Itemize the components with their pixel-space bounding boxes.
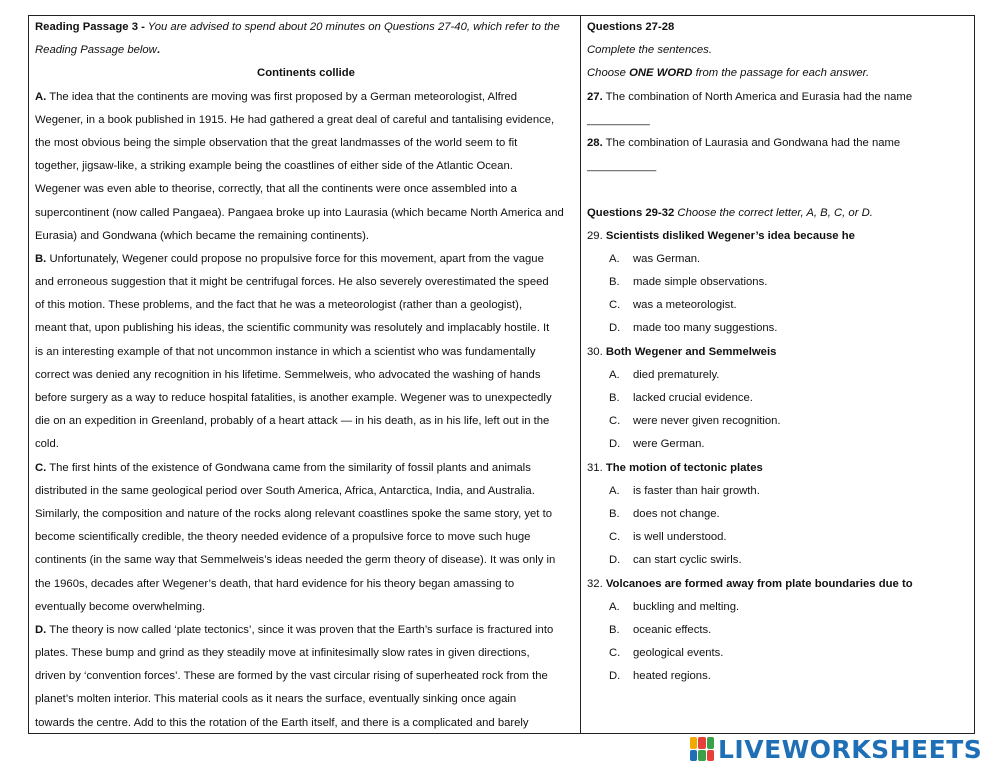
logo-tile [698, 737, 705, 749]
option-letter: D. [609, 670, 621, 683]
answer-option[interactable] [587, 364, 967, 387]
logo-tile [707, 737, 714, 749]
multiple-choice-questions [587, 225, 967, 689]
paragraph-line: die on an expedition in Greenland, probably of a heart attack — in his death, as in his life, left out in the [35, 415, 550, 428]
option-letter: B. [609, 507, 620, 520]
instruction-complete: Complete the sentences. [587, 44, 712, 57]
reading-passage-column [35, 16, 577, 735]
option-text: oceanic effects. [633, 623, 712, 636]
liveworksheets-logo [690, 734, 990, 764]
paragraph-line: planet’s molten interior. This material cools as it nears the surface, eventually sinking once again [35, 693, 517, 706]
paragraph-line: meant that, upon publishing his ideas, the scientific community was resolutely and implacably hostile. It [35, 322, 550, 335]
option-text: can start cyclic swirls. [633, 554, 742, 567]
answer-option[interactable] [587, 642, 967, 665]
paragraph-line: Wegener was even able to theorise, correctly, that all the continents were once assembled into a [35, 183, 517, 196]
option-letter: C. [609, 415, 621, 428]
paragraph-line: Similarly, the composition and nature of the rocks along relevant coastlines spoke the same story, yet to [35, 507, 552, 520]
answer-option[interactable] [587, 596, 967, 619]
paragraph-line: of this motion. These problems, and the fact that he was a meteorologist (rather than a geologist), [35, 299, 523, 312]
paragraph-line: before surgery as a way to reduce hospital fatalities, is another example. Wegener was to unexpectedly [35, 392, 552, 404]
option-text: is faster than hair growth. [633, 484, 760, 497]
option-letter: A. [609, 484, 620, 497]
answer-option[interactable] [587, 410, 967, 433]
paragraph-line: driven by ‘convention forces’. These are formed by the vast circular rising of superheated rock from the [35, 670, 548, 683]
option-letter: B. [609, 623, 620, 636]
paragraph-line: B. Unfortunately, Wegener could propose no propulsive force for this movement, apart from the vague [35, 252, 544, 265]
paragraph-letter: C. [35, 461, 47, 474]
paragraph-line: plates. These bump and grind as they steadily move at infinitesimally slow rates in given directions, [35, 647, 530, 660]
paragraph-line: is an interesting example of that not uncommon instance in which a scientist who was fundamentally [35, 345, 536, 358]
paragraph-line: C. The first hints of the existence of Gondwana came from the similarity of fossil plants and animals [35, 461, 531, 474]
option-letter: B. [609, 392, 620, 404]
option-text: died prematurely. [633, 368, 720, 381]
option-letter: A. [609, 368, 620, 381]
question-28: 28. The combination of Laurasia and Gondwana had the name [587, 136, 901, 149]
answer-option[interactable] [587, 526, 967, 549]
answer-blank-28[interactable]: ___________ [587, 160, 657, 173]
option-text: made too many suggestions. [633, 322, 778, 335]
questions-column: Questions 27-28 Complete the sentences. Choose ONE WORD from the passage for each answer. 27. The combination of North America and Eurasia had the name __________ 28. The combination of Laurasia and Gondwana had the name ___________ Questions 29-32 Choose the correct letter, A, B, C, or D. 29. Scientists disliked Wegener’s idea because he A. was German. B. made simple observations. C. was a meteorologist. D. made too many suggestions. 30. Both Wegener and Semmelweis A. died prematurely. B. lacked crucial evidence. C. were never given recognition. D. were German. 31. The motion of tectonic plates A. is faster than hair growth. B. does not change. C. is well understood. D. can start cyclic swirls. 32. Volcanoes are formed away from plate boundaries due to A. buckling and melting. B. oceanic effects. C. geological events. D. heated regions. [587, 16, 967, 688]
answer-option[interactable] [587, 387, 967, 410]
paragraph-line: together, jigsaw-like, a striking example being the coastlines of either side of the Atlantic Ocean. [35, 160, 513, 173]
logo-tiles-icon [690, 737, 714, 761]
column-divider [580, 15, 581, 734]
answer-option[interactable] [587, 619, 967, 642]
logo-text: LIVEWORKSHEETS [718, 734, 983, 764]
answer-blank-27[interactable]: __________ [587, 113, 650, 126]
passage-intro-line-1 [35, 16, 577, 39]
question-stem: 29. Scientists disliked Wegener’s idea because he [587, 229, 855, 242]
paragraph-line: the 1960s, decades after Wegener’s death, that hard evidence for his theory began amassing to [35, 577, 515, 590]
option-text: heated regions. [633, 670, 711, 683]
answer-option[interactable] [587, 665, 967, 688]
question-stem: 32. Volcanoes are formed away from plate boundaries due to [587, 577, 913, 590]
option-letter: D. [609, 554, 621, 567]
option-letter: C. [609, 647, 621, 660]
paragraph-line: distributed in the same geological period over South America, Africa, Antarctica, India, and Australia. [35, 484, 535, 497]
paragraph-line: cold. [35, 438, 59, 451]
option-letter: C. [609, 531, 621, 544]
passage-paragraphs [35, 86, 577, 735]
passage-intro-line-2: Reading Passage below. [35, 44, 160, 57]
paragraph-line: the most obvious being the simple observation that the great landmasses of the world seem to fit [35, 136, 518, 149]
option-text: is well understood. [633, 531, 727, 544]
answer-option[interactable] [587, 480, 967, 503]
option-letter: A. [609, 252, 620, 265]
questions-27-28-heading: Questions 27-28 [587, 21, 675, 33]
option-text: lacked crucial evidence. [633, 392, 753, 404]
paragraph-line: correct was denied any recognition in his lifetime. Semmelweis, who advocated the washing of hands [35, 368, 541, 381]
option-letter: A. [609, 600, 620, 613]
paragraph-letter: D. [35, 623, 47, 636]
answer-option[interactable] [587, 271, 967, 294]
passage-title: Continents collide [257, 67, 355, 80]
paragraph-line: towards the centre. Add to this the rotation of the Earth itself, and there is a complicated and barely [35, 716, 529, 729]
paragraph-line: continents (in the same way that Semmelweis’s ideas needed the germ theory of disease). It was only in [35, 554, 556, 567]
option-letter: D. [609, 322, 621, 335]
option-text: buckling and melting. [633, 600, 740, 613]
question-stem: 31. The motion of tectonic plates [587, 461, 763, 474]
answer-option[interactable] [587, 503, 967, 526]
logo-tile [707, 750, 714, 762]
logo-tile [690, 750, 697, 762]
passage-instruction-cont: Reading Passage below [35, 44, 157, 57]
option-text: was a meteorologist. [633, 299, 737, 312]
paragraph-letter: A. [35, 90, 47, 103]
option-text: were never given recognition. [633, 415, 781, 428]
questions-29-32-heading: Questions 29-32 [587, 206, 675, 219]
answer-option[interactable] [587, 248, 967, 271]
instruction-choose-letter: Choose the correct letter, A, B, C, or D. [674, 206, 873, 219]
option-text: geological events. [633, 647, 724, 660]
option-text: made simple observations. [633, 276, 768, 289]
answer-option[interactable] [587, 317, 967, 340]
logo-tile [698, 750, 705, 762]
option-text: does not change. [633, 507, 720, 520]
paragraph-line: Wegener, in a book published in 1915. He had gathered a great deal of careful and tantalising evidence, [35, 113, 555, 126]
answer-option[interactable] [587, 549, 967, 572]
paragraph-line: Eurasia) and Gondwana (which became the remaining continents). [35, 229, 370, 242]
paragraph-line: A. The idea that the continents are moving was first proposed by a German meteorologist, Alfred [35, 90, 518, 103]
answer-option[interactable] [587, 294, 967, 317]
option-letter: C. [609, 299, 621, 312]
passage-label: Reading Passage 3 - [35, 21, 145, 33]
paragraph-letter: B. [35, 252, 47, 265]
logo-tile [690, 737, 697, 749]
paragraph-line: become scientifically credible, the theory needed evidence of a propulsive force to move such huge [35, 531, 531, 544]
option-letter: B. [609, 276, 620, 289]
passage-instruction: You are advised to spend about 20 minutes on Questions 27-40, which refer to the [144, 21, 560, 33]
paragraph-line: supercontinent (now called Pangaea). Pangaea broke up into Laurasia (which became North America and [35, 206, 564, 219]
option-letter: D. [609, 438, 621, 451]
option-text: were German. [633, 438, 705, 451]
paragraph-line: D. The theory is now called ‘plate tectonics’, since it was proven that the Earth’s surface is fractured into [35, 623, 554, 636]
question-27: 27. The combination of North America and Eurasia had the name [587, 90, 913, 103]
question-stem: 30. Both Wegener and Semmelweis [587, 345, 777, 358]
option-text: was German. [633, 252, 701, 265]
paragraph-line: eventually become overwhelming. [35, 600, 206, 613]
answer-option[interactable] [587, 433, 967, 456]
paragraph-line: and erroneous suggestion that it might be centrifugal forces. He also severely overestimated the speed [35, 276, 549, 289]
